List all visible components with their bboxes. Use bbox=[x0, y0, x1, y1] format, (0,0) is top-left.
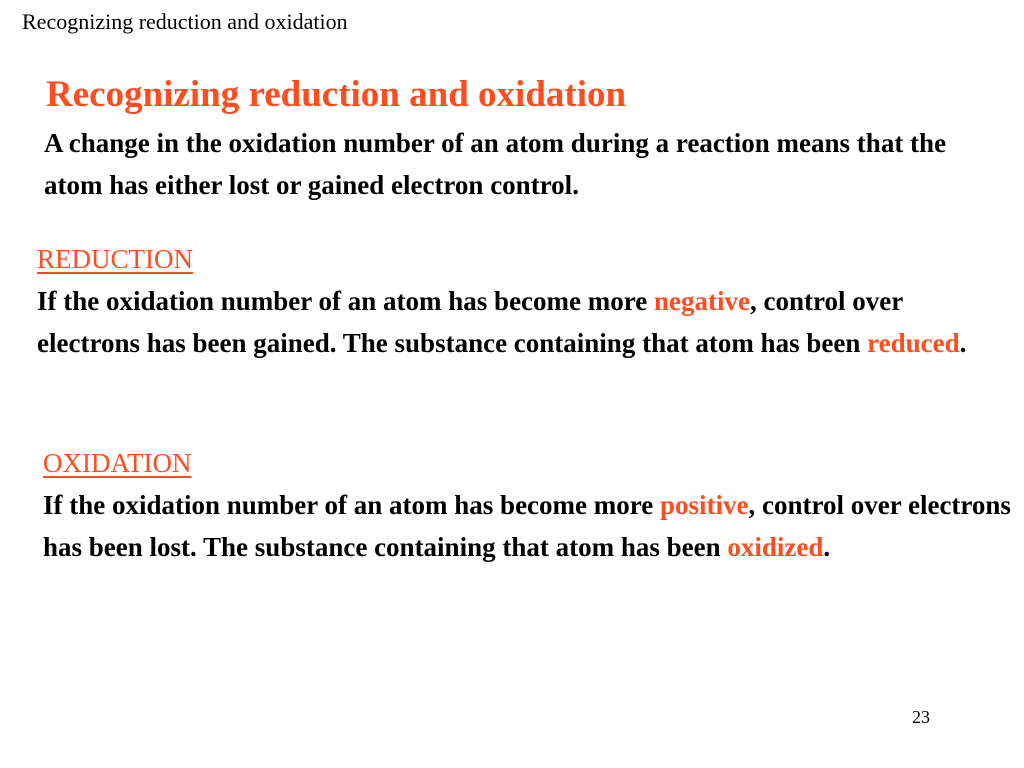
reduction-text-middle: , control over electrons has been gained. The substance containing that atom has been bbox=[37, 286, 903, 358]
oxidation-heading: OXIDATION bbox=[43, 448, 192, 478]
oxidation-text-end: . bbox=[823, 532, 831, 562]
reduction-text-end: . bbox=[959, 328, 967, 358]
reduction-keyword-reduced: reduced bbox=[867, 328, 960, 358]
reduction-text-start: If the oxidation number of an atom has become more bbox=[37, 286, 654, 316]
oxidation-keyword-oxidized: oxidized bbox=[727, 532, 824, 562]
reduction-definition bbox=[37, 280, 1012, 364]
reduction-section bbox=[37, 238, 1012, 364]
oxidation-section bbox=[43, 442, 1018, 568]
slide-title: Recognizing reduction and oxidation bbox=[46, 74, 627, 115]
oxidation-definition bbox=[43, 484, 1018, 568]
page-number: 23 bbox=[912, 707, 930, 727]
oxidation-text-start: If the oxidation number of an atom has become more bbox=[43, 490, 660, 520]
intro-paragraph: A change in the oxidation number of an atom during a reaction means that the atom has either lost or gained electron control. bbox=[44, 128, 947, 200]
reduction-heading: REDUCTION bbox=[37, 244, 193, 274]
slide-header-label: Recognizing reduction and oxidation bbox=[22, 9, 348, 34]
oxidation-text-middle: , control over electrons has been lost. The substance containing that atom has been bbox=[43, 490, 1011, 562]
reduction-keyword-negative: negative bbox=[653, 286, 750, 316]
oxidation-keyword-positive: positive bbox=[659, 490, 749, 520]
